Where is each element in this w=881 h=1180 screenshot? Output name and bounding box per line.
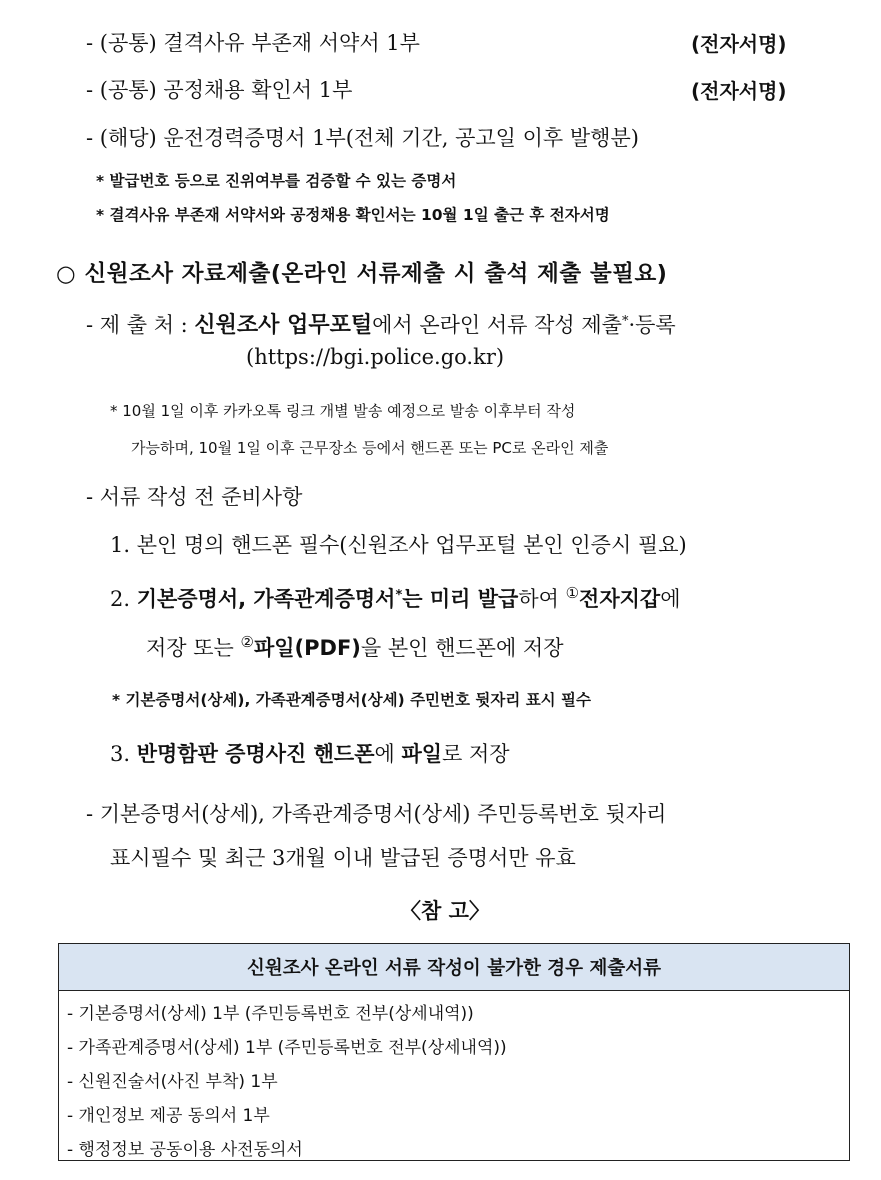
plain-text: 에 [374, 742, 402, 766]
reference-label: 〈참 고〉 [400, 898, 490, 923]
prep-item-2-note: * 기본증명서(상세), 가족관계증명서(상세) 주민번호 뒷자리 표시 필수 [112, 691, 591, 709]
section-heading [56, 256, 667, 288]
submit-prefix: - 제 출 처 : [86, 313, 195, 337]
doc-note-sign: * 결격사유 부존재 서약서와 공정채용 확인서는 10월 1일 출근 후 전자서명 [96, 206, 610, 224]
list-item: - 가족관계증명서(상세) 1부 (주민등록번호 전부(상세내역)) [67, 1038, 507, 1058]
section-title: 신원조사 자료제출(온라인 서류제출 시 출석 제출 불필요) [84, 261, 668, 287]
submit-suffix: 에서 온라인 서류 작성 제출 [372, 313, 622, 337]
submit-note-line-2: 가능하며, 10월 1일 이후 근무장소 등에서 핸드폰 또는 PC로 온라인 제출 [131, 439, 609, 457]
list-item: - 신원진술서(사진 부착) 1부 [67, 1072, 278, 1092]
file-word: 파일 [401, 742, 443, 766]
list-item: - 개인정보 제공 동의서 1부 [67, 1106, 270, 1126]
plain-text: 저장 또는 [146, 636, 241, 660]
doc-item-oath [86, 27, 420, 57]
section-bullet: ○ [56, 261, 77, 287]
circled-number-1: ① [565, 584, 580, 602]
doc-note-verify: * 발급번호 등으로 진위여부를 검증할 수 있는 증명서 [96, 172, 457, 190]
doc-item-text: - (공통) 공정채용 확인서 1부 [86, 78, 353, 102]
issue-in-advance: 는 미리 발급 [402, 587, 519, 611]
reference-box [58, 943, 850, 1161]
portal-name: 신원조사 업무포털 [194, 313, 373, 338]
prep-item-3 [110, 738, 510, 768]
plain-text: 을 본인 핸드폰에 저장 [360, 636, 564, 660]
e-signature-tag: (전자서명) [691, 79, 787, 103]
submit-suffix-register: ·등록 [628, 313, 676, 337]
submit-note-line-1: * 10월 1일 이후 카카오톡 링크 개별 발송 예정으로 발송 이후부터 작성 [110, 402, 576, 420]
validity-line-1: - 기본증명서(상세), 가족관계증명서(상세) 주민등록번호 뒷자리 [86, 802, 667, 826]
prep-title: - 서류 작성 전 준비사항 [86, 485, 303, 509]
prep-item-1: 1. 본인 명의 핸드폰 필수(신원조사 업무포털 본인 인증시 필요) [110, 533, 687, 557]
prep-item-2-line-2 [146, 632, 564, 662]
plain-text: 로 저장 [442, 742, 510, 766]
doc-item-text: - (해당) 운전경력증명서 1부(전체 기간, 공고일 이후 발행분) [86, 126, 639, 150]
list-item: - 기본증명서(상세) 1부 (주민등록번호 전부(상세내역)) [67, 1004, 474, 1024]
photo-phone: 반명함판 증명사진 핸드폰 [136, 742, 375, 766]
reference-list [59, 991, 849, 1167]
circled-number-2: ② [240, 633, 254, 651]
doc-item-fair-hiring [86, 74, 352, 104]
cert-names: 기본증명서, 가족관계증명서 [136, 587, 396, 611]
item-number: 3. [110, 742, 137, 766]
list-item: - 행정정보 공동이용 사전동의서 [67, 1140, 303, 1160]
e-wallet: 전자지갑 [579, 587, 661, 611]
doc-item-driving-record [86, 122, 639, 152]
e-signature-tag: (전자서명) [691, 32, 787, 56]
reference-box-title: 신원조사 온라인 서류 작성이 불가한 경우 제출서류 [59, 944, 849, 991]
doc-item-text: - (공통) 결격사유 부존재 서약서 1부 [86, 31, 420, 55]
submit-line [86, 308, 676, 339]
pdf-file: 파일(PDF) [253, 636, 361, 660]
footnote-star: * [621, 314, 629, 329]
item-number: 2. [110, 587, 137, 611]
plain-text: 하여 [518, 587, 566, 611]
plain-text: 에 [660, 587, 681, 611]
validity-line-2: 표시필수 및 최근 3개월 이내 발급된 증명서만 유효 [110, 846, 576, 870]
portal-url: (https://bgi.police.go.kr) [246, 345, 505, 369]
footnote-star: * [395, 588, 403, 603]
prep-item-2-line-1 [110, 583, 680, 613]
